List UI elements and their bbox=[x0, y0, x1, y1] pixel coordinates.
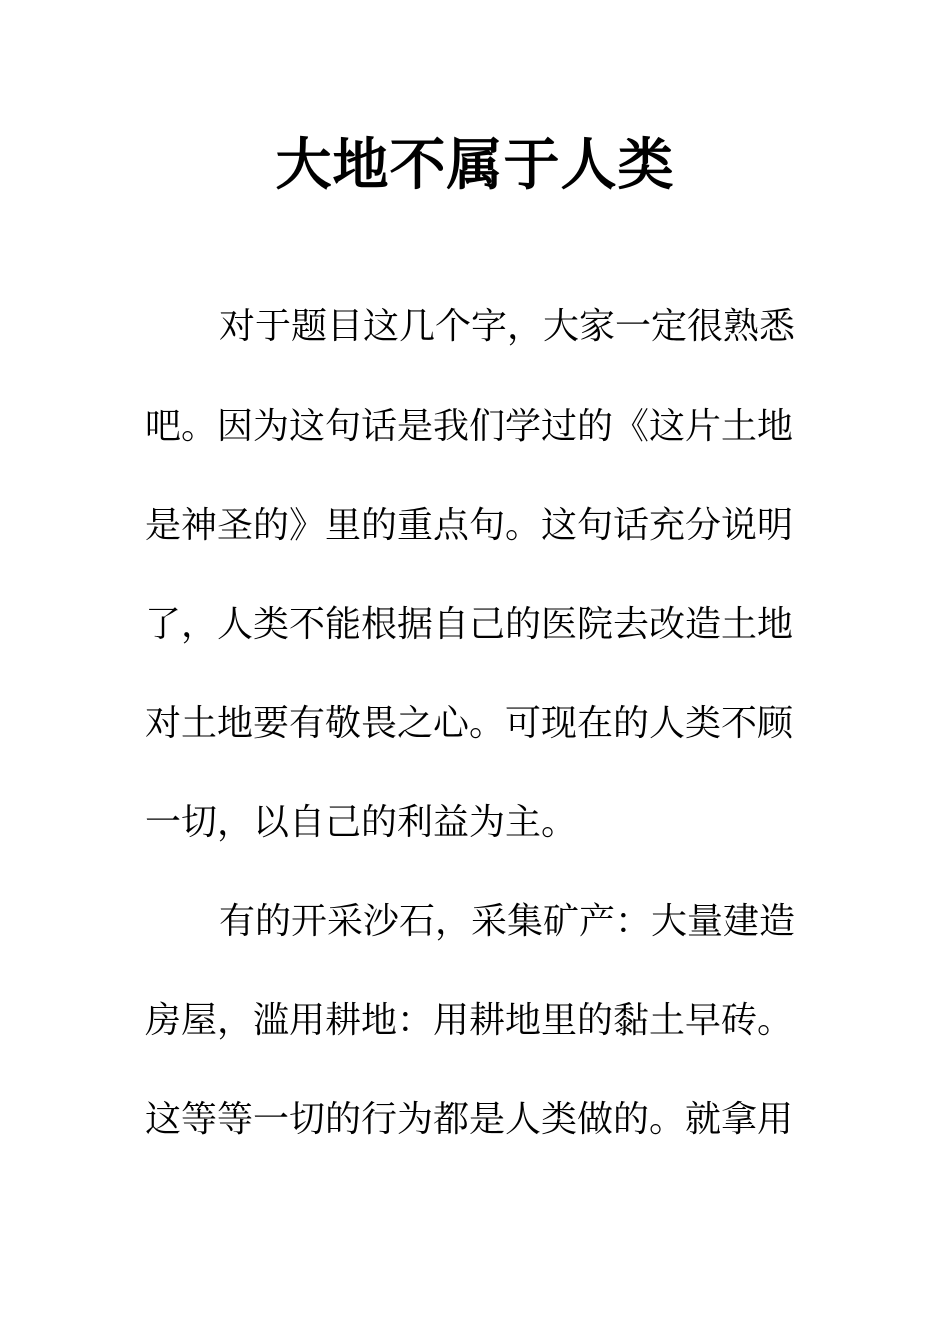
paragraph-line: 吧。因为这句话是我们学过的《这片土地 bbox=[145, 406, 794, 447]
document-title: 大地不属于人类 bbox=[275, 133, 675, 198]
paragraph-line: 有的开采沙石，采集矿产：大量建造 bbox=[219, 901, 796, 942]
paragraph-line: 一切，以自己的利益为主。 bbox=[145, 802, 578, 843]
paragraph-line: 对土地要有敬畏之心。可现在的人类不顾 bbox=[145, 703, 794, 744]
paragraph-line: 对于题目这几个字，大家一定很熟悉 bbox=[219, 306, 796, 347]
paragraph-line: 房屋，滥用耕地：用耕地里的黏土早砖。 bbox=[145, 1000, 794, 1041]
paragraph-line: 了，人类不能根据自己的医院去改造土地 bbox=[145, 604, 794, 645]
paragraph-line: 这等等一切的行为都是人类做的。就拿用 bbox=[145, 1099, 794, 1140]
paragraph-line: 是神圣的》里的重点句。这句话充分说明 bbox=[145, 505, 794, 546]
